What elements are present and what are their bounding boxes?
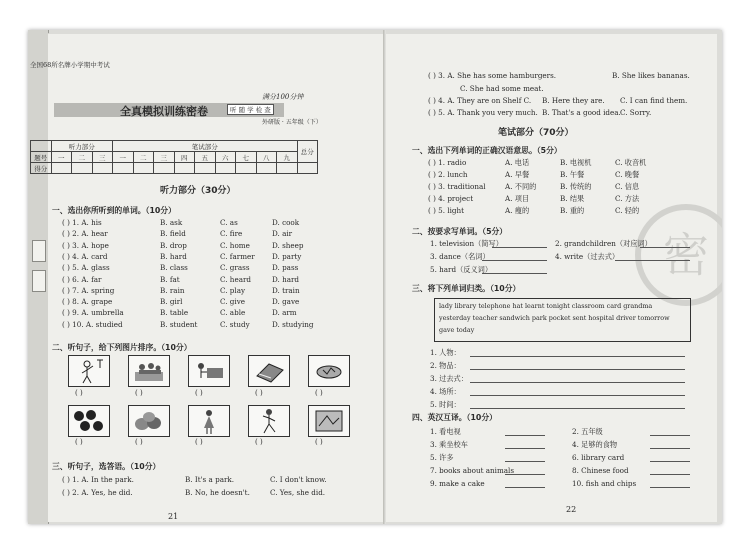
question-number: ( ) 6. A. far: [62, 274, 102, 284]
option-text: D. train: [272, 285, 300, 295]
option-text: B. It's a park.: [185, 475, 235, 484]
answer-paren[interactable]: ( ): [255, 389, 263, 397]
answer-paren[interactable]: ( ): [195, 438, 203, 446]
answer-line[interactable]: [470, 408, 685, 409]
word-bank-line: gave today: [439, 326, 475, 334]
option-text: D. cook: [272, 218, 300, 227]
score-row-label: 得分: [31, 163, 52, 174]
option-text: D. party: [272, 251, 302, 261]
answer-line[interactable]: [650, 435, 690, 436]
category-label: 3. 过去式：: [430, 374, 468, 383]
score-group-written: 笔试部分: [113, 141, 298, 152]
score-cell[interactable]: [195, 163, 216, 174]
word-bank-line: lady library telephone hat learnt tonight classroom card grandma: [439, 302, 653, 310]
page-number-right: 22: [566, 505, 577, 514]
full-marks: 满分100分钟: [262, 93, 304, 101]
translate-item: 10. fish and chips: [572, 479, 637, 488]
score-row-label: 题号: [31, 152, 52, 163]
question-number: ( ) 10. A. studied: [62, 319, 123, 329]
score-cell[interactable]: [256, 163, 277, 174]
option-text: D. gave: [272, 297, 300, 307]
option-text: A. 瘦的: [505, 206, 530, 215]
answer-line[interactable]: [482, 273, 547, 274]
score-group-listening: 听力部分: [51, 141, 113, 152]
translate-item: 6. library card: [572, 453, 625, 462]
option-text: C. farmer: [220, 251, 255, 261]
option-text: B. hard: [160, 251, 187, 261]
ghost-seal: 密: [635, 204, 722, 306]
picture-cake: [308, 355, 350, 387]
category-label: 4. 场所：: [430, 387, 461, 396]
picture-girl-standing: [188, 405, 230, 437]
score-corner: [31, 141, 52, 152]
score-col: 六: [215, 152, 236, 163]
score-cell[interactable]: [215, 163, 236, 174]
option-text: D. arm: [272, 308, 297, 318]
answer-line[interactable]: [470, 356, 685, 357]
answer-line[interactable]: [470, 395, 685, 396]
answer-paren[interactable]: ( ): [75, 438, 83, 446]
option-text: C. give: [220, 297, 246, 307]
option-text: C. I don't know.: [270, 475, 327, 484]
translate-item: 9. make a cake: [430, 479, 485, 488]
answer-line[interactable]: [505, 487, 545, 488]
answer-paren[interactable]: ( ): [315, 438, 323, 446]
grade-label: 外研版 · 五年级（下）: [262, 119, 322, 126]
option-text: C. 方法: [615, 194, 640, 203]
title-tag: 听 随 学 检 查: [227, 104, 274, 115]
page-number-left: 21: [168, 512, 179, 521]
picture-boy-pointing: [68, 355, 110, 387]
option-text: A. 项目: [505, 194, 530, 203]
option-text: B. 电视机: [560, 158, 592, 167]
option-text: C. able: [220, 308, 246, 318]
score-cell[interactable]: [72, 163, 93, 174]
option-text: D. studying: [272, 319, 314, 329]
score-col: 五: [195, 152, 216, 163]
question-number: ( ) 5. light: [428, 206, 465, 215]
question-number: ( ) 1. radio: [428, 158, 467, 167]
score-cell[interactable]: [92, 163, 113, 174]
option-text: B. rain: [160, 285, 185, 295]
answer-line[interactable]: [470, 369, 685, 370]
score-col: 二: [133, 152, 154, 163]
written-section-1-title: 一、选出下列单词的正确汉语意思。（5分）: [412, 146, 562, 155]
score-cell[interactable]: [236, 163, 257, 174]
question-number: ( ) 5. A. glass: [62, 263, 110, 273]
option-text: A. 早餐: [505, 170, 530, 179]
option-text: D. hard: [272, 274, 300, 284]
option-text: B. 重的: [560, 206, 585, 215]
option-text: C. play: [220, 285, 246, 295]
option-text: B. ask: [160, 218, 183, 227]
question-number: ( ) 2. lunch: [428, 170, 468, 179]
score-col: 九: [277, 152, 298, 163]
listening-section-1-title: 一、选出你所听到的单词。（10分）: [52, 206, 176, 215]
w2-item: 3. dance（名词）: [430, 252, 490, 261]
question-number: ( ) 9. A. umbrella: [62, 308, 124, 318]
option-text: D. pass: [272, 263, 299, 273]
option-text: C. I can find them.: [620, 96, 688, 105]
option-text: B. girl: [160, 297, 183, 307]
answer-line[interactable]: [650, 448, 690, 449]
written-part-title: 笔试部分（70分）: [498, 128, 574, 138]
score-cell[interactable]: [154, 163, 175, 174]
category-label: 5. 时间：: [430, 400, 461, 409]
listening-section-3-title: 三、听句子，选答语。（10分）: [52, 462, 161, 471]
answer-paren[interactable]: ( ): [75, 389, 83, 397]
score-table: [30, 140, 318, 174]
option-text: B. class: [160, 263, 188, 273]
option-text: B. 午餐: [560, 170, 585, 179]
answer-paren[interactable]: ( ): [315, 389, 323, 397]
option-text: B. 传统的: [560, 182, 592, 191]
score-col: 七: [236, 152, 257, 163]
score-col: 三: [92, 152, 113, 163]
picture-family-sofa: [128, 355, 170, 387]
question-number: ( ) 7. A. spring: [62, 285, 115, 295]
option-text: C. heard: [220, 274, 252, 284]
option-text: B. fat: [160, 274, 180, 284]
page-title: 全真模拟训练密卷: [120, 105, 208, 118]
answer-line[interactable]: [505, 474, 545, 475]
translate-item: 4. 足够的食物: [572, 440, 618, 449]
answer-paren[interactable]: ( ): [135, 389, 143, 397]
question-number: ( ) 3. traditional: [428, 182, 486, 191]
option-text: B. No, he doesn't.: [185, 488, 250, 497]
question-number: ( ) 3. A. hope: [62, 240, 109, 250]
answer-line[interactable]: [640, 247, 690, 248]
option-text: C. Yes, she did.: [270, 488, 326, 497]
w2-item: 1. television（简写）: [430, 239, 503, 248]
category-label: 1. 人物：: [430, 348, 461, 357]
question-number: ( ) 2. A. Yes, he did.: [62, 488, 133, 497]
answer-paren[interactable]: ( ): [195, 389, 203, 397]
question-number: ( ) 4. project: [428, 194, 474, 203]
option-text: D. sheep: [272, 240, 304, 250]
translate-item: 3. 乘坐校车: [430, 440, 468, 449]
option-text: B. She likes bananas.: [612, 71, 690, 80]
score-col: 一: [113, 152, 134, 163]
option-text: C. Sorry.: [620, 108, 652, 117]
answer-line[interactable]: [615, 260, 690, 261]
option-text: C. as: [220, 218, 238, 227]
score-cell[interactable]: [51, 163, 72, 174]
option-text: C. 轻的: [615, 206, 640, 215]
option-text: B. 结果: [560, 194, 585, 203]
score-cell[interactable]: [174, 163, 195, 174]
answer-line[interactable]: [650, 461, 690, 462]
picture-painting: [308, 405, 350, 437]
score-cell[interactable]: [133, 163, 154, 174]
answer-line[interactable]: [505, 461, 545, 462]
written-section-3-title: 三、将下列单词归类。（10分）: [412, 284, 521, 293]
option-text: B. table: [160, 308, 189, 318]
option-text: C. study: [220, 319, 250, 329]
option-text: A. 电话: [505, 158, 530, 167]
answer-paren[interactable]: ( ): [255, 438, 263, 446]
listening-section-2-title: 二、听句子，给下列图片排序。（10分）: [52, 343, 192, 352]
binding-tab: [32, 240, 46, 262]
score-col: 三: [154, 152, 175, 163]
score-total: 总分: [297, 141, 318, 163]
w2-item: 4. write（过去式）: [555, 252, 620, 261]
option-text: B. drop: [160, 240, 187, 250]
w2-item: 2. grandchildren（对应词）: [555, 239, 652, 248]
option-text: ( ) 3. A. She has some hamburgers.: [428, 71, 557, 80]
option-text: B. student: [160, 319, 198, 329]
translate-item: 1. 看电视: [430, 427, 461, 436]
answer-line[interactable]: [650, 487, 690, 488]
word-bank-line: yesterday teacher sandwich park pocket sent hospital driver tomorrow: [439, 314, 670, 322]
picture-balls: [68, 405, 110, 437]
binding-strip: [28, 30, 49, 524]
school-line: 全国68所名牌小学期中考试: [30, 61, 110, 69]
listening-part-title: 听力部分（30分）: [160, 186, 236, 196]
answer-line[interactable]: [505, 448, 545, 449]
option-text: ( ) 4. A. They are on Shelf C.: [428, 96, 532, 105]
question-number: ( ) 2. A. hear: [62, 229, 108, 239]
option-text: C. She had some meat.: [460, 84, 544, 93]
score-col: 二: [72, 152, 93, 163]
picture-books: [248, 355, 290, 387]
answer-line[interactable]: [470, 382, 685, 383]
answer-line[interactable]: [482, 260, 547, 261]
option-text: B. That's a good idea.: [542, 108, 621, 117]
word-bank-box: [434, 298, 691, 342]
picture-girl-running: [248, 405, 290, 437]
option-text: D. air: [272, 229, 293, 239]
option-text: C. fire: [220, 229, 243, 239]
score-cell[interactable]: [113, 163, 134, 174]
question-number: ( ) 1. A. In the park.: [62, 475, 134, 484]
written-section-2-title: 二、按要求写单词。（5分）: [412, 227, 508, 236]
picture-person-desk: [188, 355, 230, 387]
answer-line[interactable]: [650, 474, 690, 475]
picture-eggs: [128, 405, 170, 437]
translate-item: 8. Chinese food: [572, 466, 629, 475]
option-text: C. 晚餐: [615, 170, 640, 179]
option-text: B. Here they are.: [542, 96, 605, 105]
option-text: A. 不同的: [505, 182, 537, 191]
option-text: ( ) 5. A. Thank you very much.: [428, 108, 538, 117]
translate-item: 2. 五年级: [572, 427, 603, 436]
option-text: B. field: [160, 229, 186, 239]
answer-line[interactable]: [505, 435, 545, 436]
category-label: 2. 物品：: [430, 361, 461, 370]
translate-item: 5. 许多: [430, 453, 454, 462]
question-number: ( ) 1. A. his: [62, 218, 102, 227]
answer-paren[interactable]: ( ): [135, 438, 143, 446]
question-number: ( ) 4. A. card: [62, 251, 108, 261]
option-text: C. grass: [220, 263, 250, 273]
score-cell[interactable]: [277, 163, 298, 174]
score-col: 四: [174, 152, 195, 163]
score-cell[interactable]: [297, 163, 318, 174]
score-col: 八: [256, 152, 277, 163]
score-col: 一: [51, 152, 72, 163]
translate-item: 7. books about animals: [430, 466, 515, 475]
w2-item: 5. hard（反义词）: [430, 265, 493, 274]
written-section-4-title: 四、英汉互译。（10分）: [412, 413, 497, 422]
option-text: C. 信息: [615, 182, 640, 191]
option-text: C. 收音机: [615, 158, 647, 167]
option-text: C. home: [220, 240, 250, 250]
question-number: ( ) 8. A. grape: [62, 297, 113, 307]
page-fold: [383, 30, 386, 524]
binding-tab: [32, 270, 46, 292]
answer-line[interactable]: [492, 247, 547, 248]
